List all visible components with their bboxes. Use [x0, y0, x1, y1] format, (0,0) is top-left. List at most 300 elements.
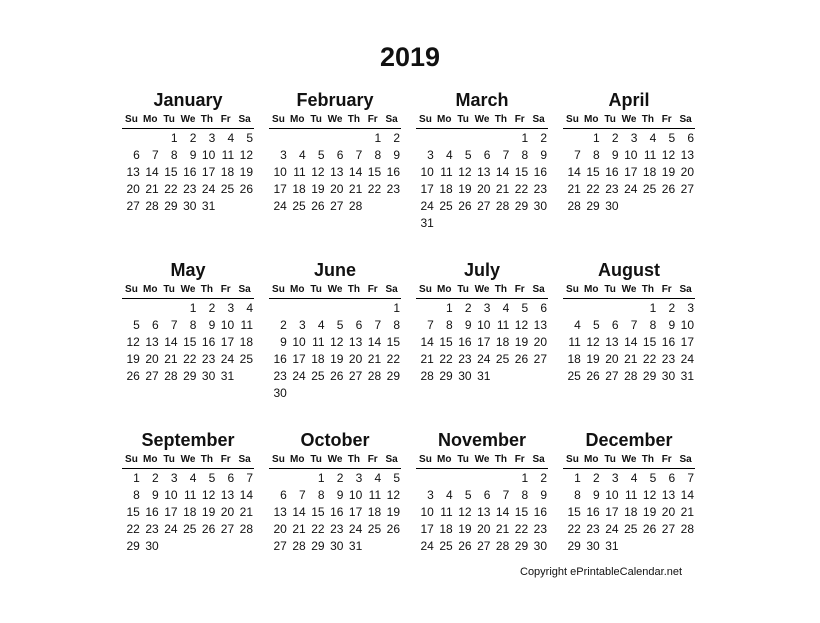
weekday-label: Th: [494, 454, 507, 465]
weekday-label: Th: [200, 454, 213, 465]
day-cell: 20: [348, 352, 363, 366]
empty-day-cell: [122, 300, 141, 317]
day-cell: 21: [420, 352, 434, 366]
day-cell: 29: [126, 539, 140, 553]
day-cell: 11: [183, 488, 197, 502]
day-cell: 1: [649, 301, 657, 315]
day-cell: 23: [661, 352, 676, 366]
empty-day-cell: [416, 130, 435, 147]
day-cell: 17: [292, 352, 306, 366]
day-cell: 15: [367, 165, 382, 179]
day-cell: 11: [624, 488, 638, 502]
weekday-label: Sa: [532, 114, 545, 125]
day-cell: 14: [495, 505, 510, 519]
day-grid: [269, 470, 401, 555]
day-cell: 30: [273, 386, 287, 400]
day-cell: 16: [533, 165, 547, 179]
weekday-header: [269, 452, 401, 469]
empty-day-cell: [307, 130, 326, 147]
day-cell: 24: [220, 352, 235, 366]
day-cell: 2: [464, 301, 472, 315]
day-cell: 26: [330, 369, 344, 383]
day-cell: 13: [680, 148, 694, 162]
weekday-label: Fr: [220, 284, 231, 295]
day-cell: 17: [273, 182, 287, 196]
day-cell: 5: [521, 301, 529, 315]
day-cell: 20: [477, 182, 491, 196]
day-cell: 9: [540, 488, 547, 502]
day-cell: 10: [273, 165, 287, 179]
day-cell: 6: [668, 471, 676, 485]
day-cell: 5: [593, 318, 600, 332]
day-cell: 17: [477, 335, 491, 349]
day-cell: 21: [367, 352, 382, 366]
day-cell: 20: [680, 165, 694, 179]
month-name: July: [463, 260, 501, 280]
empty-day-cell: [344, 300, 363, 317]
day-cell: 5: [393, 471, 400, 485]
day-cell: 11: [293, 165, 306, 179]
weekday-label: We: [621, 454, 637, 465]
day-cell: 17: [624, 165, 638, 179]
day-cell: 26: [586, 369, 600, 383]
weekday-label: Mo: [290, 114, 305, 125]
weekday-label: Mo: [584, 114, 599, 125]
empty-day-cell: [473, 130, 492, 147]
weekday-label: Th: [641, 454, 654, 465]
day-cell: 6: [687, 131, 694, 145]
weekday-label: Mo: [584, 454, 599, 465]
day-cell: 20: [533, 335, 547, 349]
day-cell: 12: [311, 165, 325, 179]
day-cell: 28: [420, 369, 434, 383]
weekday-label: Tu: [457, 284, 469, 295]
day-cell: 3: [483, 301, 491, 315]
day-cell: 16: [586, 505, 600, 519]
empty-day-cell: [491, 130, 510, 147]
day-cell: 22: [183, 352, 197, 366]
day-grid: [416, 130, 548, 232]
weekday-label: Fr: [514, 454, 525, 465]
day-cell: 25: [367, 522, 382, 536]
day-cell: 14: [495, 165, 510, 179]
day-cell: 24: [605, 522, 619, 536]
day-cell: 29: [586, 199, 600, 213]
day-cell: 5: [668, 131, 676, 145]
weekday-label: Sa: [532, 454, 545, 465]
day-cell: 15: [642, 335, 657, 349]
day-cell: 14: [292, 505, 306, 519]
day-cell: 5: [133, 318, 140, 332]
weekday-label: Su: [272, 114, 285, 125]
day-cell: 1: [574, 471, 581, 485]
day-cell: 5: [464, 488, 472, 502]
day-cell: 12: [661, 148, 676, 162]
weekday-label: Mo: [143, 284, 158, 295]
day-cell: 23: [533, 182, 547, 196]
day-grid: [122, 300, 254, 385]
weekday-label: Fr: [367, 284, 378, 295]
day-cell: 10: [477, 318, 491, 332]
day-cell: 29: [642, 369, 657, 383]
weekday-label: Tu: [163, 284, 175, 295]
weekday-label: Su: [272, 454, 285, 465]
day-cell: 21: [495, 182, 510, 196]
weekday-label: Sa: [385, 114, 398, 125]
weekday-label: Th: [494, 114, 507, 125]
weekday-label: Tu: [604, 454, 616, 465]
month-february: [269, 88, 401, 232]
day-cell: 18: [239, 335, 253, 349]
weekday-label: Sa: [385, 284, 398, 295]
day-cell: 11: [568, 335, 581, 349]
day-cell: 24: [273, 199, 287, 213]
day-cell: 2: [208, 301, 216, 315]
weekday-label: Sa: [679, 114, 692, 125]
day-cell: 28: [292, 539, 306, 553]
day-cell: 7: [574, 148, 581, 162]
weekday-label: Mo: [143, 114, 158, 125]
day-cell: 14: [624, 335, 638, 349]
empty-day-cell: [288, 130, 307, 147]
empty-day-cell: [454, 130, 473, 147]
day-cell: 30: [145, 539, 159, 553]
month-september: [122, 428, 254, 555]
day-cell: 2: [540, 131, 547, 145]
day-cell: 1: [170, 131, 178, 145]
day-cell: 26: [126, 369, 140, 383]
day-cell: 11: [440, 505, 453, 519]
weekday-label: Mo: [290, 284, 305, 295]
weekday-label: Mo: [290, 454, 305, 465]
day-cell: 1: [317, 471, 325, 485]
day-cell: 7: [630, 318, 638, 332]
day-grid: [416, 470, 548, 555]
day-cell: 8: [189, 318, 197, 332]
day-cell: 17: [420, 522, 434, 536]
day-cell: 2: [280, 318, 287, 332]
day-cell: 2: [611, 131, 619, 145]
day-cell: 17: [680, 335, 694, 349]
day-cell: 21: [239, 505, 253, 519]
day-cell: 29: [311, 539, 325, 553]
day-cell: 27: [220, 522, 235, 536]
month-june: [269, 258, 401, 402]
calendar-year: 2019: [379, 42, 441, 72]
day-cell: 31: [220, 369, 235, 383]
day-cell: 29: [514, 539, 529, 553]
day-cell: 2: [668, 301, 676, 315]
day-cell: 26: [642, 522, 657, 536]
day-cell: 3: [611, 471, 619, 485]
weekday-label: Fr: [367, 114, 378, 125]
day-cell: 25: [495, 352, 510, 366]
day-cell: 6: [280, 488, 287, 502]
day-cell: 25: [439, 539, 453, 553]
day-cell: 11: [221, 148, 235, 162]
day-cell: 25: [239, 352, 253, 366]
day-cell: 14: [145, 165, 159, 179]
day-cell: 27: [330, 199, 344, 213]
day-cell: 31: [680, 369, 694, 383]
day-grid: [416, 300, 548, 385]
day-cell: 25: [311, 369, 325, 383]
day-cell: 13: [145, 335, 159, 349]
weekday-label: Su: [566, 284, 579, 295]
day-cell: 18: [567, 352, 581, 366]
day-cell: 13: [477, 505, 491, 519]
weekday-header: [122, 452, 254, 469]
weekday-label: Tu: [310, 114, 322, 125]
weekday-label: Mo: [143, 454, 158, 465]
day-cell: 4: [246, 301, 253, 315]
empty-day-cell: [416, 470, 435, 487]
day-cell: 10: [164, 488, 178, 502]
day-cell: 15: [514, 505, 529, 519]
day-cell: 4: [446, 148, 453, 162]
day-cell: 31: [477, 369, 491, 383]
weekday-header: [563, 112, 695, 129]
day-cell: 8: [446, 318, 453, 332]
day-cell: 30: [605, 199, 619, 213]
weekday-header: [416, 282, 548, 299]
day-cell: 10: [220, 318, 235, 332]
day-cell: 8: [649, 318, 657, 332]
empty-day-cell: [269, 130, 288, 147]
weekday-label: Fr: [661, 114, 672, 125]
day-cell: 6: [133, 148, 140, 162]
weekday-label: Tu: [604, 114, 616, 125]
weekday-label: Tu: [310, 284, 322, 295]
day-cell: 28: [145, 199, 159, 213]
empty-day-cell: [141, 300, 160, 317]
day-cell: 3: [427, 488, 434, 502]
day-cell: 3: [227, 301, 235, 315]
day-cell: 30: [661, 369, 676, 383]
weekday-label: Fr: [220, 454, 231, 465]
empty-day-cell: [269, 300, 288, 317]
weekday-label: Su: [419, 454, 432, 465]
day-cell: 25: [183, 522, 197, 536]
month-july: [416, 258, 548, 402]
day-cell: 9: [540, 148, 547, 162]
day-cell: 14: [420, 335, 434, 349]
weekday-label: Fr: [367, 454, 378, 465]
day-cell: 22: [514, 522, 529, 536]
day-cell: 14: [239, 488, 253, 502]
day-cell: 17: [605, 505, 619, 519]
day-cell: 5: [317, 148, 325, 162]
day-cell: 19: [586, 352, 600, 366]
day-cell: 17: [348, 505, 363, 519]
day-cell: 7: [246, 471, 253, 485]
day-cell: 6: [483, 488, 491, 502]
weekday-label: Su: [566, 114, 579, 125]
day-cell: 13: [348, 335, 363, 349]
day-cell: 29: [514, 199, 529, 213]
day-cell: 31: [348, 539, 363, 553]
day-cell: 13: [661, 488, 676, 502]
empty-day-cell: [288, 300, 307, 317]
day-cell: 9: [464, 318, 472, 332]
day-cell: 15: [514, 165, 529, 179]
weekday-label: Su: [272, 284, 285, 295]
day-cell: 3: [630, 131, 638, 145]
day-cell: 7: [170, 318, 178, 332]
day-cell: 7: [427, 318, 434, 332]
day-cell: 3: [299, 318, 306, 332]
day-cell: 20: [477, 522, 491, 536]
day-cell: 4: [374, 471, 382, 485]
day-cell: 27: [661, 522, 676, 536]
day-cell: 22: [642, 352, 657, 366]
day-cell: 13: [273, 505, 287, 519]
empty-day-cell: [344, 130, 363, 147]
day-cell: 20: [661, 505, 676, 519]
day-cell: 12: [239, 148, 253, 162]
day-cell: 21: [495, 522, 510, 536]
day-cell: 17: [201, 165, 216, 179]
day-cell: 10: [680, 318, 694, 332]
day-cell: 8: [521, 488, 529, 502]
day-cell: 15: [386, 335, 400, 349]
day-cell: 25: [642, 182, 657, 196]
month-march: [416, 88, 548, 232]
day-cell: 24: [680, 352, 694, 366]
month-january: [122, 88, 254, 232]
empty-day-cell: [307, 300, 326, 317]
month-name: June: [313, 260, 356, 280]
weekday-label: We: [180, 114, 196, 125]
day-cell: 20: [126, 182, 140, 196]
day-cell: 8: [170, 148, 178, 162]
day-cell: 19: [642, 505, 657, 519]
empty-day-cell: [435, 470, 454, 487]
day-cell: 4: [189, 471, 197, 485]
empty-day-cell: [473, 470, 492, 487]
day-cell: 19: [386, 505, 400, 519]
day-cell: 23: [605, 182, 619, 196]
day-cell: 10: [605, 488, 619, 502]
day-cell: 18: [642, 165, 657, 179]
day-cell: 13: [330, 165, 344, 179]
day-cell: 12: [642, 488, 657, 502]
day-cell: 28: [367, 369, 382, 383]
weekday-label: Mo: [437, 114, 452, 125]
day-cell: 13: [533, 318, 547, 332]
day-cell: 9: [336, 488, 344, 502]
day-cell: 28: [624, 369, 638, 383]
day-cell: 22: [586, 182, 600, 196]
day-cell: 22: [164, 182, 178, 196]
day-cell: 27: [605, 369, 619, 383]
empty-day-cell: [141, 130, 160, 147]
day-cell: 6: [540, 301, 547, 315]
day-cell: 24: [420, 539, 434, 553]
day-cell: 11: [312, 335, 325, 349]
day-cell: 26: [514, 352, 529, 366]
weekday-label: Sa: [238, 284, 251, 295]
day-cell: 1: [521, 471, 529, 485]
day-grid: [269, 130, 401, 215]
empty-day-cell: [563, 300, 582, 317]
day-cell: 1: [133, 471, 140, 485]
day-cell: 12: [458, 165, 472, 179]
day-cell: 28: [567, 199, 581, 213]
weekday-header: [416, 112, 548, 129]
weekday-label: Th: [200, 114, 213, 125]
day-cell: 9: [668, 318, 676, 332]
weekday-label: We: [621, 114, 637, 125]
day-cell: 9: [280, 335, 287, 349]
day-cell: 16: [330, 505, 344, 519]
day-cell: 10: [201, 148, 216, 162]
day-cell: 1: [393, 301, 400, 315]
day-cell: 21: [145, 182, 159, 196]
day-cell: 27: [533, 352, 547, 366]
month-name: January: [153, 90, 223, 110]
day-cell: 7: [374, 318, 382, 332]
day-cell: 9: [189, 148, 197, 162]
empty-day-cell: [326, 300, 345, 317]
weekday-label: We: [327, 454, 343, 465]
day-cell: 27: [348, 369, 363, 383]
day-cell: 26: [311, 199, 325, 213]
day-cell: 25: [292, 199, 306, 213]
day-cell: 9: [593, 488, 600, 502]
weekday-label: Tu: [604, 284, 616, 295]
day-cell: 10: [420, 505, 434, 519]
day-cell: 18: [439, 522, 453, 536]
day-cell: 15: [439, 335, 453, 349]
day-cell: 18: [220, 165, 235, 179]
day-cell: 8: [317, 488, 325, 502]
weekday-label: Th: [641, 284, 654, 295]
day-cell: 21: [292, 522, 306, 536]
weekday-label: Su: [419, 284, 432, 295]
empty-day-cell: [601, 300, 620, 317]
weekday-header: [416, 452, 548, 469]
day-cell: 16: [273, 352, 287, 366]
weekday-header: [269, 282, 401, 299]
day-cell: 24: [420, 199, 434, 213]
day-cell: 22: [439, 352, 453, 366]
day-cell: 26: [239, 182, 253, 196]
day-cell: 8: [574, 488, 581, 502]
empty-day-cell: [582, 300, 601, 317]
day-cell: 6: [355, 318, 363, 332]
day-cell: 13: [220, 488, 235, 502]
day-cell: 28: [239, 522, 253, 536]
weekday-label: Sa: [532, 284, 545, 295]
day-cell: 21: [348, 182, 363, 196]
day-cell: 24: [164, 522, 178, 536]
day-cell: 22: [386, 352, 400, 366]
weekday-label: Sa: [385, 454, 398, 465]
day-cell: 30: [330, 539, 344, 553]
weekday-label: Mo: [584, 284, 599, 295]
day-cell: 23: [586, 522, 600, 536]
weekday-label: We: [474, 284, 490, 295]
weekday-label: Fr: [661, 454, 672, 465]
day-cell: 13: [477, 165, 491, 179]
day-cell: 11: [240, 318, 253, 332]
weekday-label: Tu: [310, 454, 322, 465]
day-cell: 27: [126, 199, 140, 213]
day-cell: 23: [533, 522, 547, 536]
day-cell: 16: [661, 335, 676, 349]
day-cell: 30: [533, 199, 547, 213]
